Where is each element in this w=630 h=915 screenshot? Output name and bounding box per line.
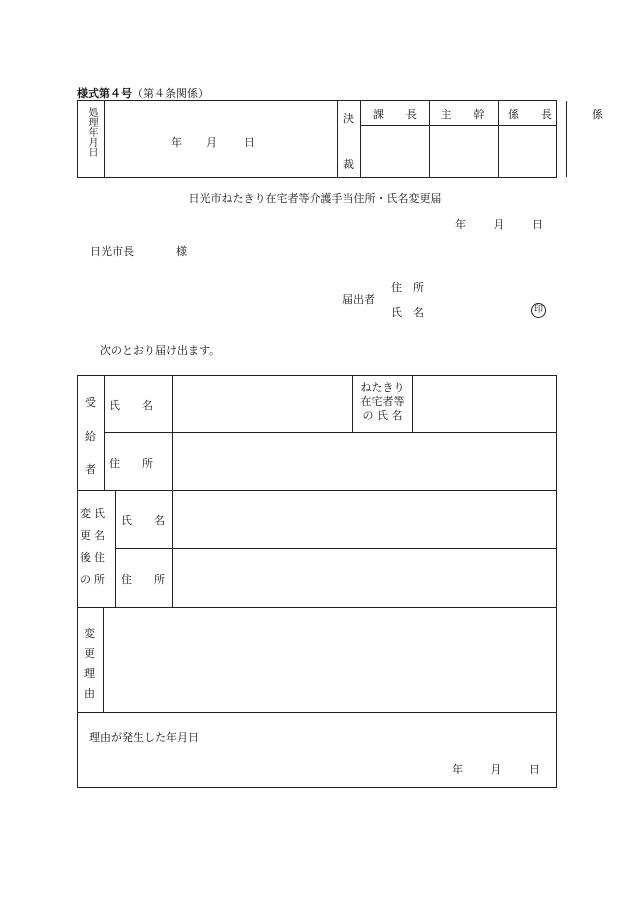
- processing-day: 日: [244, 136, 255, 149]
- submit-day: 日: [532, 218, 543, 231]
- addressee-name: 日光市長: [90, 245, 134, 258]
- processing-year: 年: [171, 136, 182, 149]
- recipient-address-field[interactable]: [173, 433, 556, 490]
- occurrence-year: 年: [452, 763, 463, 776]
- recipient-name-field[interactable]: [173, 376, 352, 432]
- role-staff: 係: [592, 108, 603, 121]
- applicant-address-label: 住 所: [391, 281, 424, 294]
- occurrence-month: 月: [490, 763, 502, 776]
- applicant-label: 届出者: [342, 293, 375, 306]
- role-senior: 主 幹: [440, 108, 485, 121]
- addressee: [90, 243, 187, 259]
- approval-label-cell: [338, 101, 361, 177]
- form-number: 様式第４号: [77, 87, 132, 100]
- approval-table: [77, 100, 603, 178]
- recipient-label-cell: 受 給 者: [85, 396, 96, 476]
- stamp-subsection-chief[interactable]: [497, 126, 564, 177]
- after-change-label: 変氏 更名 後住 の所: [80, 507, 108, 586]
- applicant-name-field[interactable]: [432, 303, 522, 319]
- processing-label: 処理年月日: [86, 107, 97, 157]
- approval-label-2: 裁: [343, 158, 354, 171]
- intro-text: 次のとおり届け出ます。: [100, 344, 221, 357]
- processing-label-cell: [78, 101, 105, 177]
- role-subsection-chief: 係 長: [508, 108, 552, 121]
- recipient-address-label: 住 所: [109, 457, 153, 470]
- after-change-name-field[interactable]: [173, 491, 556, 548]
- after-change-address-label: 住 所: [121, 573, 165, 586]
- reason-field[interactable]: [104, 608, 556, 712]
- occurrence-day: 日: [529, 763, 540, 776]
- stamp-senior[interactable]: [430, 126, 496, 177]
- stamp-section-chief[interactable]: [361, 126, 429, 177]
- approval-stamps: [361, 101, 603, 177]
- processing-month: 月: [206, 136, 217, 149]
- applicant-address-field[interactable]: [432, 278, 532, 294]
- after-change-name-label: 氏 名: [121, 514, 165, 527]
- occurrence-date[interactable]: [452, 761, 540, 777]
- submit-year: 年: [455, 218, 466, 231]
- addressee-honorific: 様: [176, 245, 187, 258]
- form-number-line: [77, 85, 209, 101]
- occurrence-label: 理由が発生した年月日: [89, 731, 199, 744]
- recipient-name-label: 氏 名: [109, 399, 153, 412]
- reason-label-cell: 変 更 理 由: [84, 627, 95, 700]
- form-relation: （第４条関係）: [132, 87, 209, 100]
- processing-date-cell[interactable]: [105, 101, 338, 177]
- bedridden-name-field[interactable]: [413, 376, 556, 432]
- page-title: 日光市ねたきり在宅者等介護手当住所・氏名変更届: [188, 192, 442, 205]
- after-change-address-field[interactable]: [173, 549, 556, 607]
- approval-label-1: 決: [343, 112, 354, 125]
- main-table: [77, 375, 557, 788]
- seal-mark-icon: 印: [531, 302, 546, 318]
- role-section-chief: 課 長: [373, 108, 417, 121]
- applicant-name-label: 氏 名: [391, 306, 424, 319]
- submit-date[interactable]: [455, 216, 543, 232]
- submit-month: 月: [493, 218, 505, 231]
- bedridden-name-label: ねたきり 在宅者等 の 氏 名: [360, 381, 405, 422]
